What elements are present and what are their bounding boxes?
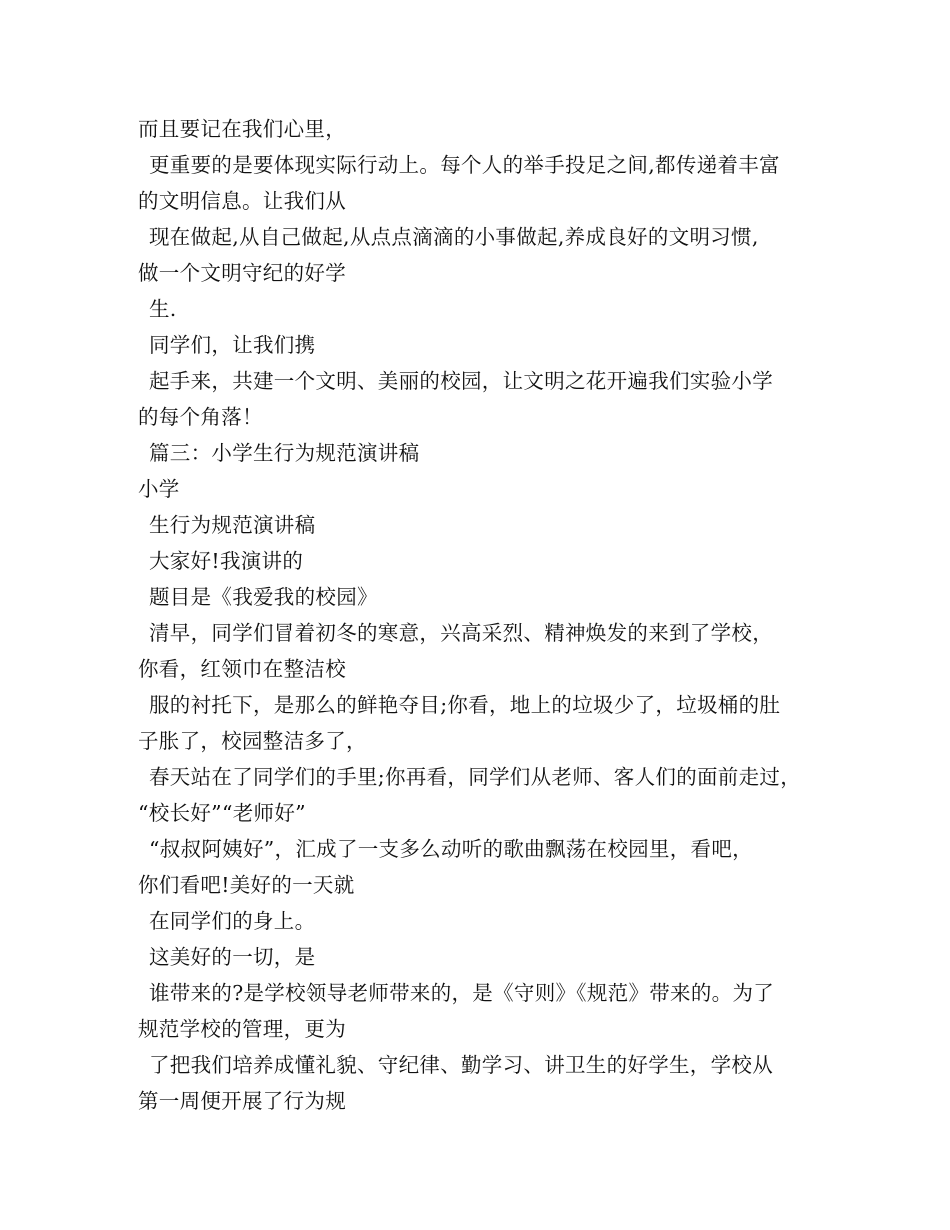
text-line: 规范学校的管理，更为: [138, 1017, 346, 1041]
text-line: “校长好”“老师好”: [138, 801, 306, 825]
text-line: 小学: [138, 477, 180, 501]
text-line: 这美好的一切，是: [149, 945, 316, 969]
text-line: 谁带来的?是学校领导老师带来的，是《守则》《规范》带来的。为了: [149, 981, 775, 1005]
text-line: 做一个文明守纪的好学: [138, 261, 346, 285]
text-line: 题目是《我爱我的校园》: [149, 585, 378, 609]
text-line: 更重要的是要体现实际行动上。每个人的举手投足之间,都传递着丰富: [149, 153, 780, 177]
text-line: 的每个角落！: [138, 405, 263, 429]
text-line: 生行为规范演讲稿: [149, 513, 316, 537]
text-line: 大家好!我演讲的: [149, 549, 304, 573]
text-line: 现在做起,从自己做起,从点点滴滴的小事做起,养成良好的文明习惯,: [149, 225, 759, 249]
text-line: 在同学们的身上。: [149, 909, 316, 933]
document-body: [138, 111, 838, 1119]
text-line: 生.: [149, 297, 177, 321]
text-line: 同学们，让我们携: [149, 333, 316, 357]
text-line: 清早，同学们冒着初冬的寒意，兴高采烈、精神焕发的来到了学校，: [149, 621, 773, 645]
text-line: 服的衬托下，是那么的鲜艳夺目;你看，地上的垃圾少了，垃圾桶的肚: [149, 693, 781, 717]
text-line: 你看，红领巾在整洁校: [138, 657, 346, 681]
text-line: 篇三：小学生行为规范演讲稿: [149, 441, 420, 465]
text-line: 你们看吧!美好的一天就: [138, 873, 355, 897]
text-line: 春天站在了同学们的手里;你再看，同学们从老师、客人们的面前走过，: [149, 765, 802, 789]
text-line: 子胀了，校园整洁多了，: [138, 729, 367, 753]
text-line: 而且要记在我们心里，: [138, 117, 346, 141]
text-line: 第一周便开展了行为规: [138, 1089, 346, 1113]
text-line: 起手来，共建一个文明、美丽的校园，让文明之花开遍我们实验小学: [149, 369, 773, 393]
text-line: “叔叔阿姨好”，汇成了一支多么动听的歌曲飘荡在校园里，看吧，: [149, 837, 753, 861]
text-line: 了把我们培养成懂礼貌、守纪律、勤学习、讲卫生的好学生，学校从: [149, 1053, 773, 1077]
text-line: 的文明信息。让我们从: [138, 189, 346, 213]
